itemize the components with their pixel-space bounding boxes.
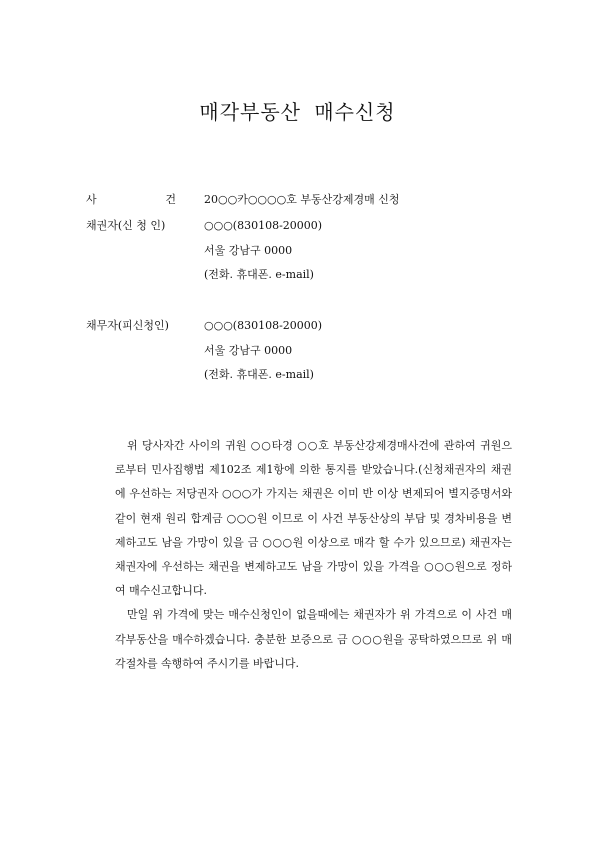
debtor-name: ○○○(830108-20000) [204, 319, 323, 332]
case-label-right: 건 [165, 193, 176, 206]
case-label-left: 사 [86, 193, 97, 206]
debtor-label: 채무자(피신청인) [86, 319, 169, 332]
creditor-name: ○○○(830108-20000) [204, 219, 323, 232]
case-value: 20○○카○○○○호 부동산강제경매 신청 [204, 193, 400, 206]
creditor-value [204, 219, 322, 293]
case-label [86, 193, 186, 207]
debtor-value [204, 319, 322, 393]
creditor-contact: (전화. 휴대폰. e-mail) [204, 268, 314, 281]
body-paragraph-2: 만일 위 가격에 맞는 매수신청인이 없을때에는 채권자가 위 가격으로 이 사건 매각부동산을 매수하겠습니다. 충분한 보증으로 금 ○○○원을 공탁하였으므로 위 매각절차를 속행하여 주시기를 바랍니다. [115, 608, 512, 670]
body-text [115, 434, 512, 676]
debtor-contact: (전화. 휴대폰. e-mail) [204, 368, 314, 381]
creditor-address: 서울 강남구 0000 [204, 243, 293, 257]
debtor-address: 서울 강남구 0000 [204, 343, 293, 357]
body-paragraph-1: 위 당사자간 사이의 귀원 ○○타경 ○○호 부동산강제경매사건에 관하여 귀원으로부터 민사집행법 제102조 제1항에 의한 통지를 받았습니다.(신청채권자의 채권에 우선하는 저당권자 ○○○가 가지는 채권은 이미 반 이상 변제되어 별지증명서와 같이 현재 원리 합계금 ○○○원 이므로 이 사건 부동산상의 부담 및 경차비용을 변제하고도 남을 가망이 있을 금 ○○○원 이상으로 매각 할 수가 있으므로) 채권자는 채권자에 우선하는 채권을 변제하고도 남을 가망이 있을 가격을 ○○○원으로 정하여 매수신고합니다. [115, 439, 512, 598]
creditor-label: 채권자(신 청 인) [86, 219, 166, 232]
document-title: 매각부동산 매수신청 [199, 100, 396, 124]
